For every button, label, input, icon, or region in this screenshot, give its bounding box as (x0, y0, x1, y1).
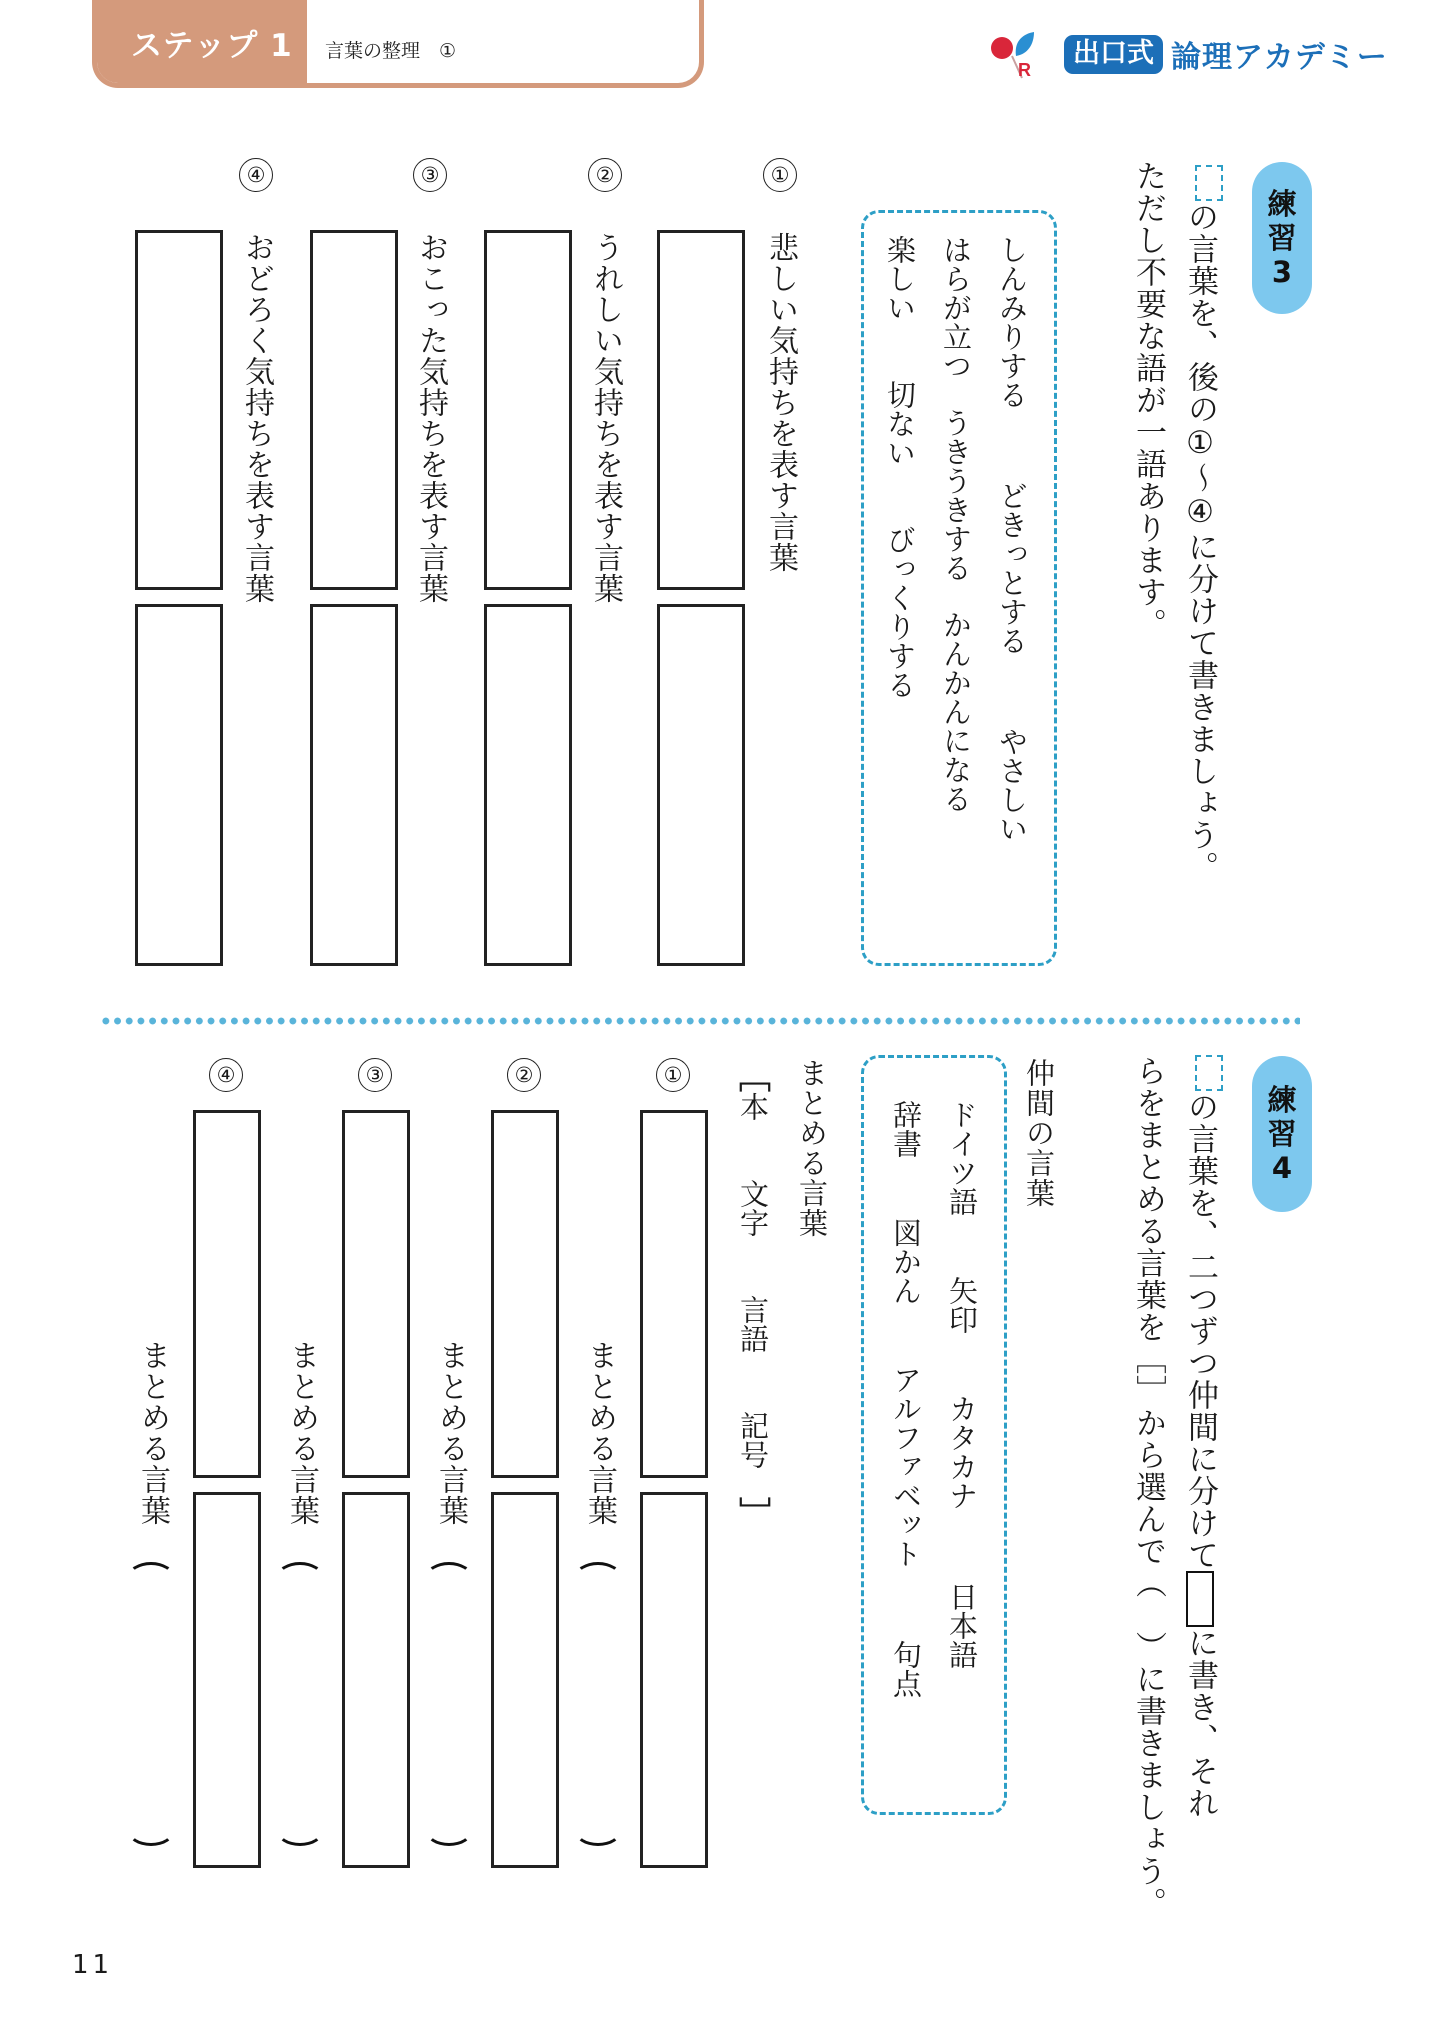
item-number-2: ② (507, 1058, 541, 1092)
summary-label-3: まとめる言葉 (284, 1340, 319, 1526)
pair-box-3b[interactable] (342, 1492, 410, 1868)
summary-words-title: まとめる言葉 (795, 1058, 829, 1238)
answer-box-2b[interactable] (484, 604, 572, 966)
svg-text:R: R (1018, 60, 1031, 80)
item-number-1: ① (763, 158, 797, 192)
paren-close-4 (127, 1830, 175, 1846)
logo-leaf-icon (988, 30, 1056, 78)
word-column-1: しんみりするどきっとするやさしい (995, 235, 1029, 843)
summary-word-list: ［本文字言語記号］ (734, 1060, 772, 1529)
exercise-4-instruction-line2: らをまとめる言葉を［］から選んで（ ）に書きましょう。 (1130, 1055, 1166, 1919)
pair-box-3a[interactable] (342, 1110, 410, 1478)
pair-box-4a[interactable] (193, 1110, 261, 1478)
item-label-1: 悲しい気持ちを表す言葉 (763, 232, 798, 573)
exercise-3-badge: 練 習 3 (1252, 162, 1312, 314)
exercise-3-instruction-line1: の言葉を、後の①〜④に分けて書きましょう。 (1180, 165, 1223, 883)
item-number-4: ④ (209, 1058, 243, 1092)
answer-box-3b[interactable] (310, 604, 398, 966)
answer-box-4b[interactable] (135, 604, 223, 966)
item-label-3: おこった気持ちを表す言葉 (413, 232, 448, 604)
page-number: 11 (72, 1950, 114, 1980)
exercise-4-instruction-line1: の言葉を、二つずつ仲間に分けてに書き、それ (1180, 1055, 1223, 1819)
summary-label-4: まとめる言葉 (135, 1340, 170, 1526)
answer-box-3a[interactable] (310, 230, 398, 590)
item-label-2: うれしい気持ちを表す言葉 (588, 232, 623, 604)
solid-box-icon (1186, 1571, 1214, 1627)
item-number-1: ① (656, 1058, 690, 1092)
logo-text: 論理アカデミー (1171, 40, 1388, 75)
item-number-2: ② (588, 158, 622, 192)
word-column-2: 辞書図かんアルファベット句点 (889, 1100, 923, 1698)
exercise-4-badge: 練 習 4 (1252, 1056, 1312, 1212)
summary-answer-1[interactable] (570, 1570, 626, 1840)
summary-label-2: まとめる言葉 (433, 1340, 468, 1526)
word-column-3: 楽しい切ないびっくりする (883, 235, 917, 699)
item-number-3: ③ (413, 158, 447, 192)
answer-box-1a[interactable] (657, 230, 745, 590)
step-title: 言葉の整理 ① (325, 40, 457, 62)
pair-box-1a[interactable] (640, 1110, 708, 1478)
paren-close-3 (276, 1830, 324, 1846)
paren-close-1 (574, 1830, 622, 1846)
step-label: ステップ 1 (97, 0, 307, 83)
word-column-2: はらが立つうきうきするかんかんになる (939, 235, 973, 813)
pair-box-4b[interactable] (193, 1492, 261, 1868)
brand-logo (988, 30, 1388, 78)
summary-answer-4[interactable] (123, 1570, 179, 1840)
paren-close-2 (425, 1830, 473, 1846)
section-divider (100, 1017, 1300, 1025)
exercise-4-word-bank (861, 1055, 1007, 1815)
summary-answer-3[interactable] (272, 1570, 328, 1840)
pair-box-2a[interactable] (491, 1110, 559, 1478)
exercise-3-instruction-line2: ただし不要な語が一語あります。 (1130, 160, 1166, 640)
exercise-3-word-bank (861, 210, 1057, 966)
pair-box-1b[interactable] (640, 1492, 708, 1868)
summary-answer-2[interactable] (421, 1570, 477, 1840)
summary-label-1: まとめる言葉 (582, 1340, 617, 1526)
dashed-box-icon (1195, 1055, 1223, 1091)
logo-badge: 出口式 (1064, 35, 1163, 74)
pair-box-2b[interactable] (491, 1492, 559, 1868)
answer-box-2a[interactable] (484, 230, 572, 590)
step-header-tab (92, 0, 704, 88)
group-words-title: 仲間の言葉 (1022, 1058, 1056, 1208)
item-number-3: ③ (358, 1058, 392, 1092)
answer-box-4a[interactable] (135, 230, 223, 590)
dashed-box-icon (1195, 165, 1223, 201)
answer-box-1b[interactable] (657, 604, 745, 966)
word-column-1: ドイツ語矢印カタカナ日本語 (945, 1100, 979, 1669)
item-number-4: ④ (239, 158, 273, 192)
item-label-4: おどろく気持ちを表す言葉 (239, 232, 274, 604)
